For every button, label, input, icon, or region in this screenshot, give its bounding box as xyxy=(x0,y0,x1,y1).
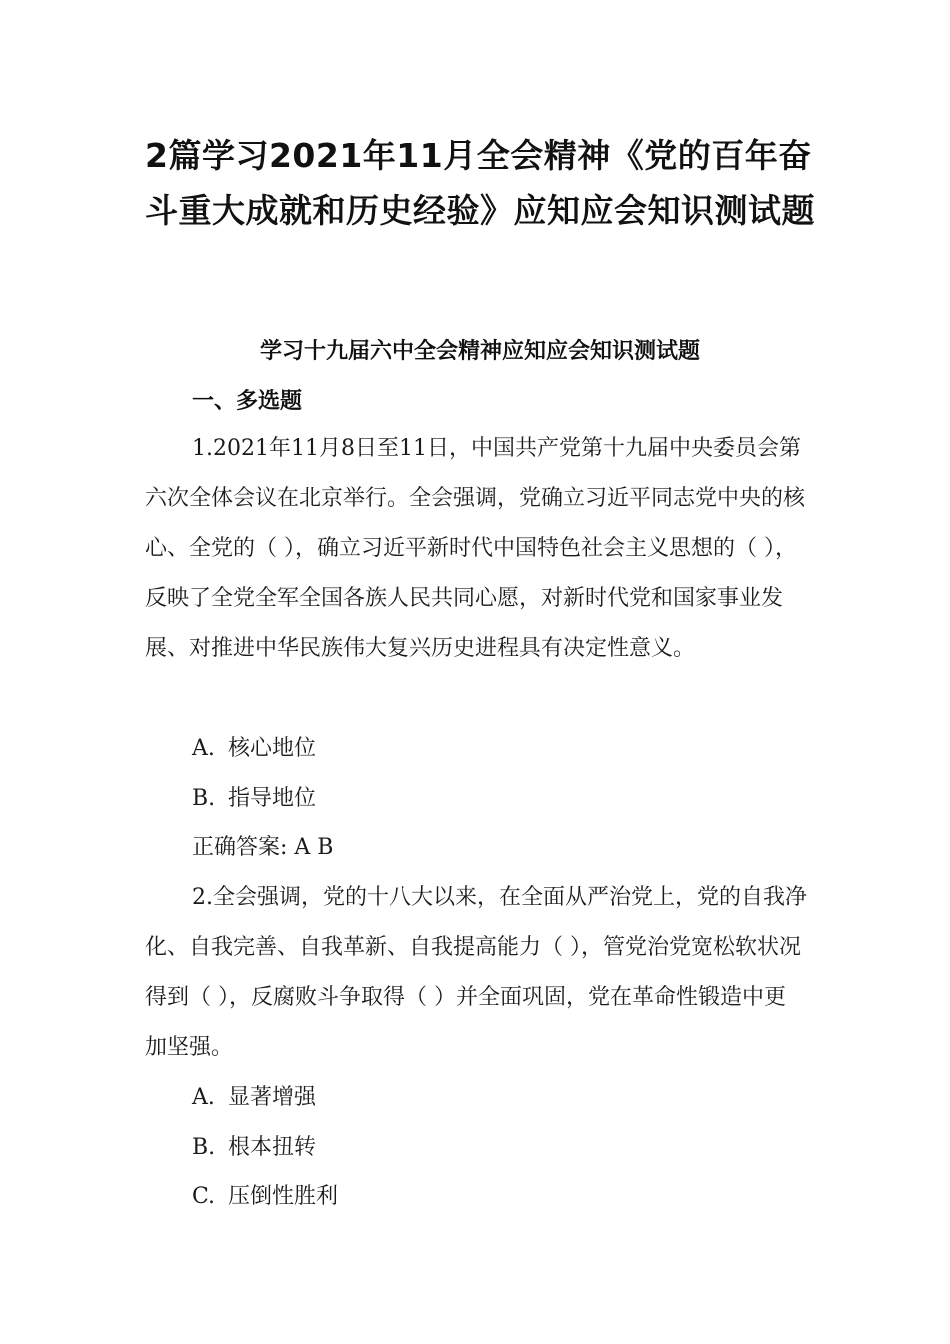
question-1-answer: 正确答案: A B xyxy=(192,835,334,860)
question-2-option-a xyxy=(192,1073,316,1123)
question-1-option-b xyxy=(192,774,316,824)
option-letter: B. xyxy=(192,786,216,811)
option-text: 压倒性胜利 xyxy=(228,1184,339,1209)
option-text: 核心地位 xyxy=(228,736,317,761)
question-1-option-a xyxy=(192,724,316,774)
question-2-option-b xyxy=(192,1123,316,1173)
option-letter: C. xyxy=(192,1184,216,1209)
question-2-text: 2.全会强调，党的十八大以来，在全面从严治党上，党的自我净化、自我完善、自我革新、自我提高能力（ ），管党治党宽松软状况得到（ ），反腐败斗争取得（ ）并全面巩固，党在革命性锻造中更加坚强。 xyxy=(145,885,807,1060)
option-text: 指导地位 xyxy=(228,786,317,811)
option-text: 显著增强 xyxy=(228,1085,317,1110)
question-2-option-c xyxy=(192,1172,338,1222)
part-heading: 一、多选题 xyxy=(192,389,303,414)
section-title: 学习十九届六中全会精神应知应会知识测试题 xyxy=(259,339,700,364)
option-letter: B. xyxy=(192,1135,216,1160)
option-letter: A. xyxy=(192,1085,215,1110)
document-title: 2篇学习2021年11月全会精神《党的百年奋斗重大成就和历史经验》应知应会知识测试题 xyxy=(145,136,815,230)
question-1-text: 1.2021年11月8日至11日，中国共产党第十九届中央委员会第六次全体会议在北京举行。全会强调，党确立习近平同志党中央的核心、全党的（ ），确立习近平新时代中国特色社会主义思想的（ ），反映了全党全军全国各族人民共同心愿，对新时代党和国家事业发展、对推进中华民族伟大复兴历史进程具有决定性意义。 xyxy=(145,436,806,661)
option-text: 根本扭转 xyxy=(228,1135,317,1160)
option-letter: A. xyxy=(192,736,215,761)
